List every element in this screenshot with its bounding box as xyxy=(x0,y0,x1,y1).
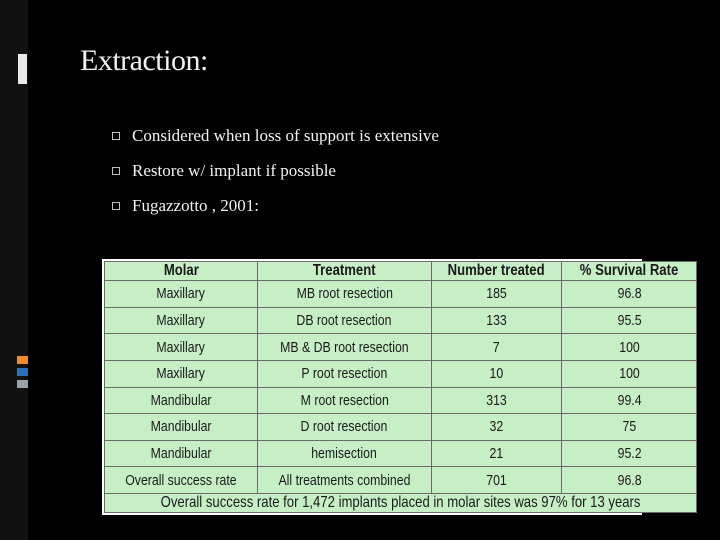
treatment-cell xyxy=(257,467,431,494)
cell-text: 701 xyxy=(486,471,507,489)
number-treated-cell xyxy=(432,440,562,467)
cell-text: D root resection xyxy=(300,418,388,436)
molar-cell xyxy=(105,387,258,414)
table-row xyxy=(105,387,697,414)
table-row xyxy=(105,360,697,387)
table-footer-note xyxy=(105,494,697,513)
cell-text: Maxillary xyxy=(156,365,206,383)
number-treated-cell xyxy=(432,387,562,414)
cell-text: Maxillary xyxy=(156,285,206,303)
treatment-cell xyxy=(257,440,431,467)
molar-cell xyxy=(105,467,258,494)
number-treated-cell xyxy=(432,414,562,441)
number-treated-cell xyxy=(432,334,562,361)
bullet-list xyxy=(112,118,439,223)
table-footer-row xyxy=(105,494,697,513)
molar-cell xyxy=(105,360,258,387)
header-survival-rate xyxy=(562,262,697,281)
cell-text: 32 xyxy=(489,418,504,436)
survival-table-frame xyxy=(102,259,679,515)
cell-text: hemisection xyxy=(311,445,378,463)
table-row xyxy=(105,281,697,308)
footer-text: Overall success rate for 1,472 implants placed in molar sites was 97% for 13 years xyxy=(160,494,641,511)
header-text: % Survival Rate xyxy=(579,262,679,279)
cell-text: Maxillary xyxy=(156,311,206,329)
molar-cell xyxy=(105,334,258,361)
number-treated-cell xyxy=(432,360,562,387)
cell-text: 100 xyxy=(618,338,640,356)
molar-cell xyxy=(105,414,258,441)
cell-text: 95.5 xyxy=(617,311,642,329)
square-bullet-icon xyxy=(112,202,120,210)
cell-text: Mandibular xyxy=(150,391,212,409)
treatment-cell xyxy=(257,281,431,308)
survival-rate-cell xyxy=(562,440,697,467)
survival-table xyxy=(104,261,697,513)
treatment-cell xyxy=(257,387,431,414)
table-row xyxy=(105,440,697,467)
survival-rate-cell xyxy=(562,334,697,361)
cell-text: DB root resection xyxy=(296,311,392,329)
accent-dash-gray xyxy=(17,380,28,388)
header-molar xyxy=(105,262,258,281)
table-header-row xyxy=(105,262,697,281)
cell-text: Mandibular xyxy=(150,445,212,463)
treatment-cell xyxy=(257,360,431,387)
treatment-cell xyxy=(257,414,431,441)
survival-rate-cell xyxy=(562,467,697,494)
survival-rate-cell xyxy=(562,281,697,308)
survival-rate-cell xyxy=(562,360,697,387)
accent-dash-orange xyxy=(17,356,28,364)
header-treatment xyxy=(257,262,431,281)
table-row xyxy=(105,467,697,494)
bullet-item xyxy=(112,188,439,223)
bullet-item xyxy=(112,153,439,188)
cell-text: Overall success rate xyxy=(125,471,237,489)
cell-text: 185 xyxy=(486,285,507,303)
bullet-item xyxy=(112,118,439,153)
accent-dash-blue xyxy=(17,368,28,376)
survival-rate-cell xyxy=(562,387,697,414)
header-text: Molar xyxy=(163,262,199,279)
table-body xyxy=(105,281,697,494)
cell-text: 313 xyxy=(486,391,507,409)
bullet-text: Considered when loss of support is extensive xyxy=(132,125,439,145)
cell-text: MB & DB root resection xyxy=(280,338,409,356)
bullet-text: Fugazzotto , 2001: xyxy=(132,195,260,215)
cell-text: P root resection xyxy=(301,365,388,383)
cell-text: MB root resection xyxy=(296,285,393,303)
cell-text: 99.4 xyxy=(617,391,642,409)
cell-text: 96.8 xyxy=(617,471,642,489)
cell-text: 10 xyxy=(489,365,504,383)
header-number-treated xyxy=(432,262,562,281)
table-row xyxy=(105,307,697,334)
treatment-cell xyxy=(257,307,431,334)
number-treated-cell xyxy=(432,467,562,494)
cell-text: Mandibular xyxy=(150,418,212,436)
cell-text: 75 xyxy=(622,418,636,436)
square-bullet-icon xyxy=(112,167,120,175)
side-accent-dashes xyxy=(17,356,28,392)
slide-title: Extraction: xyxy=(80,44,208,77)
molar-cell xyxy=(105,307,258,334)
cell-text: 100 xyxy=(618,365,640,383)
cell-text: 96.8 xyxy=(617,285,642,303)
treatment-cell xyxy=(257,334,431,361)
molar-cell xyxy=(105,281,258,308)
table-row xyxy=(105,334,697,361)
cell-text: All treatments combined xyxy=(278,471,411,489)
cell-text: M root resection xyxy=(300,391,389,409)
table-row xyxy=(105,414,697,441)
number-treated-cell xyxy=(432,281,562,308)
survival-rate-cell xyxy=(562,307,697,334)
cell-text: 7 xyxy=(493,338,500,356)
cell-text: 21 xyxy=(489,445,504,463)
bullet-text: Restore w/ implant if possible xyxy=(132,160,336,180)
cell-text: 133 xyxy=(486,311,507,329)
number-treated-cell xyxy=(432,307,562,334)
title-accent-bar xyxy=(18,54,27,84)
cell-text: Maxillary xyxy=(156,338,206,356)
header-text: Treatment xyxy=(313,262,376,279)
molar-cell xyxy=(105,440,258,467)
cell-text: 95.2 xyxy=(617,445,642,463)
header-text: Number treated xyxy=(448,262,546,279)
square-bullet-icon xyxy=(112,132,120,140)
survival-rate-cell xyxy=(562,414,697,441)
